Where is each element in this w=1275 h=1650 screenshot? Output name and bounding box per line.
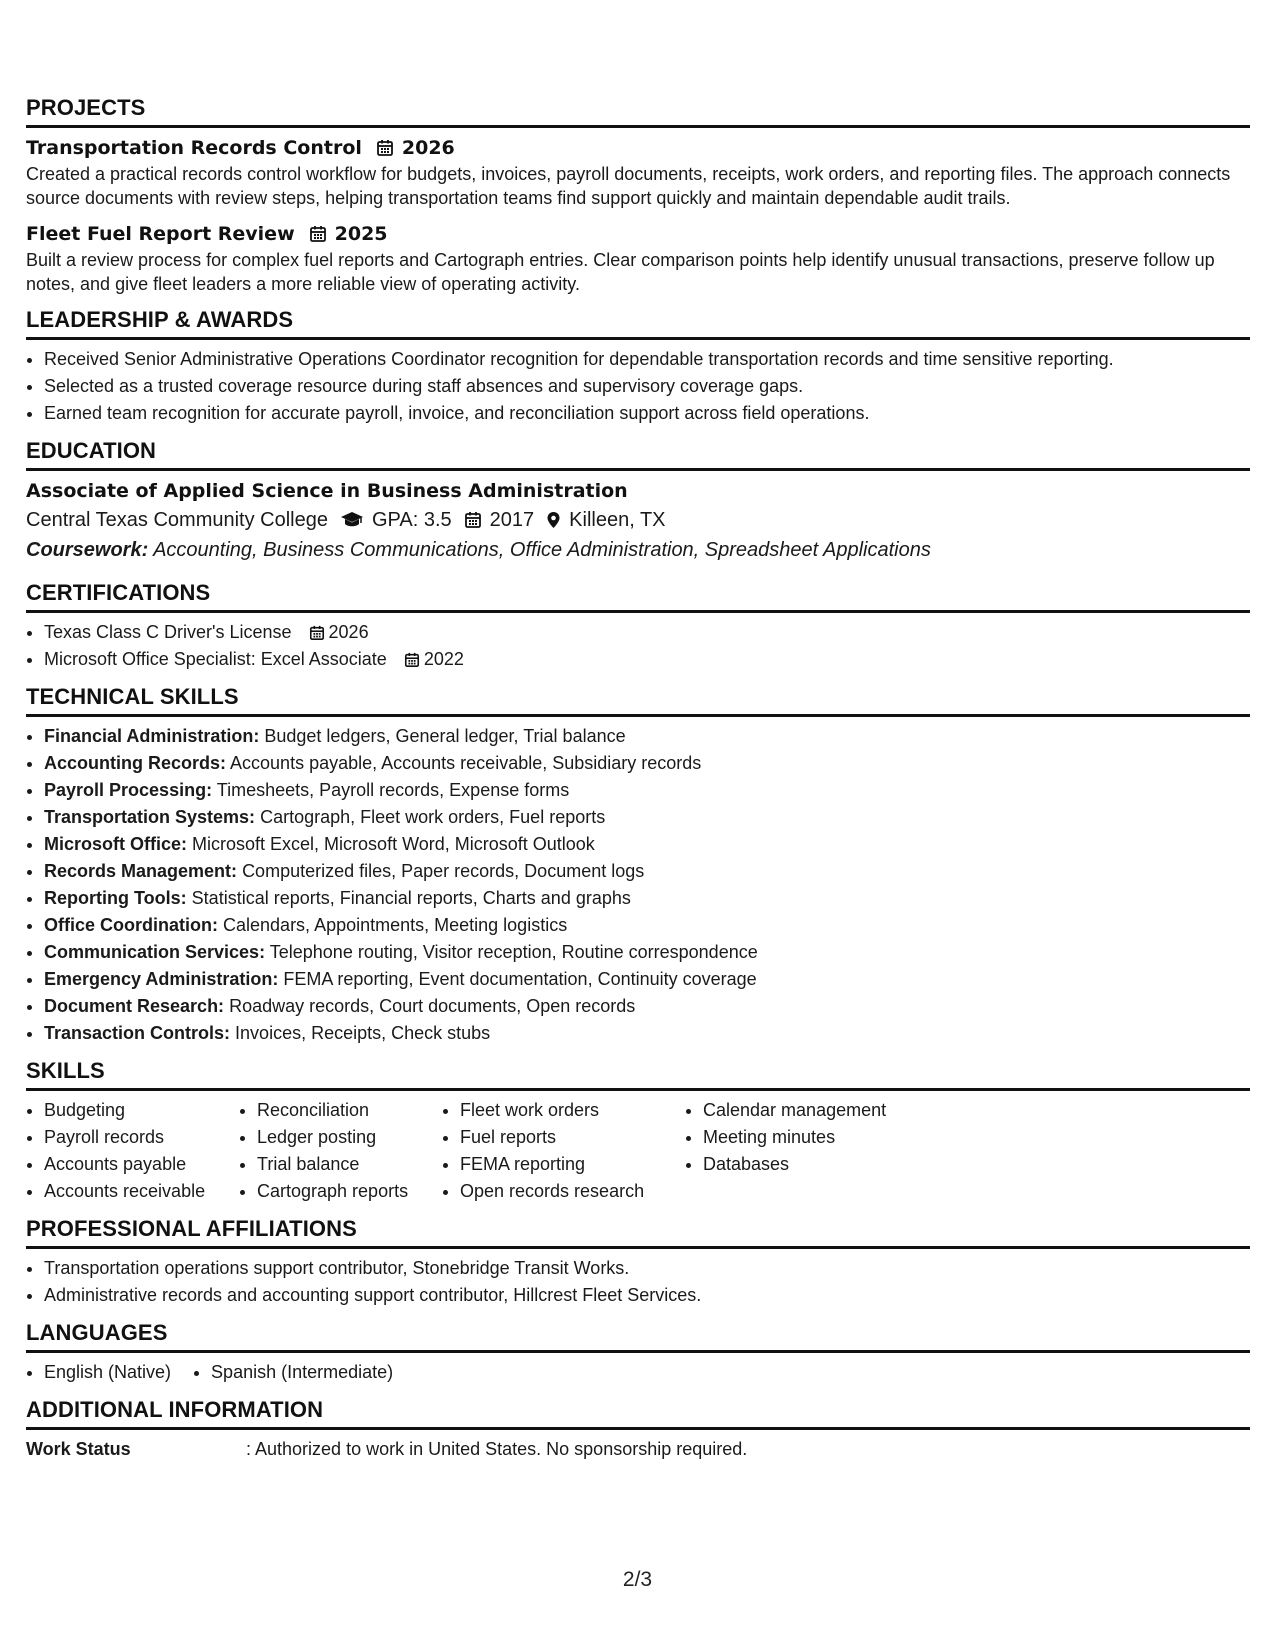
section-title: SKILLS xyxy=(26,1057,1250,1091)
technical-skill-item xyxy=(44,966,1250,993)
education-section xyxy=(26,437,1250,565)
certification-name: Texas Class C Driver's License xyxy=(44,622,292,642)
section-title: EDUCATION xyxy=(26,437,1250,471)
skill-item: • Databases xyxy=(703,1151,963,1178)
project-year: 2025 xyxy=(334,223,388,245)
technical-skill-item xyxy=(44,723,1250,750)
technical-skill-item xyxy=(44,831,1250,858)
project-name: Transportation Records Control xyxy=(26,137,362,159)
list-item: • Selected as a trusted coverage resource during staff absences and supervisory coverage gaps. xyxy=(44,373,1250,400)
section-title: PROFESSIONAL AFFILIATIONS xyxy=(26,1215,1250,1249)
school-name: Central Texas Community College xyxy=(26,509,328,531)
graduation-year: 2017 xyxy=(489,509,535,531)
calendar-icon xyxy=(309,225,327,243)
language-item: • Spanish (Intermediate) xyxy=(211,1359,393,1386)
technical-skill-item xyxy=(44,777,1250,804)
section-title: CERTIFICATIONS xyxy=(26,579,1250,613)
technical-skill-item xyxy=(44,1020,1250,1047)
school-location: Killeen, TX xyxy=(569,509,666,531)
skill-item: • FEMA reporting xyxy=(460,1151,685,1178)
skill-item: • Accounts payable xyxy=(44,1151,239,1178)
skill-values: Budget ledgers, General ledger, Trial balance xyxy=(264,726,626,746)
projects-section xyxy=(26,94,1250,296)
technical-skill-item xyxy=(44,993,1250,1020)
skill-item: • Reconciliation xyxy=(257,1097,442,1124)
graduation-cap-icon xyxy=(340,511,364,529)
skill-item: • Meeting minutes xyxy=(703,1124,963,1151)
skill-category: Financial Administration: xyxy=(44,726,260,746)
list-item: • Received Senior Administrative Operations Coordinator recognition for dependable transportation records and time sensitive reporting. xyxy=(44,346,1250,373)
skills-section xyxy=(26,1057,1250,1205)
skills-column xyxy=(26,1097,239,1205)
skill-category: Emergency Administration: xyxy=(44,969,279,989)
skill-item: • Budgeting xyxy=(44,1097,239,1124)
skills-column xyxy=(442,1097,685,1205)
skill-item: • Fuel reports xyxy=(460,1124,685,1151)
coursework-list: Accounting, Business Communications, Office Administration, Spreadsheet Applications xyxy=(153,539,931,561)
skill-values: Computerized files, Paper records, Document logs xyxy=(242,861,645,881)
skill-values: Statistical reports, Financial reports, Charts and graphs xyxy=(191,888,631,908)
list-item: • Administrative records and accounting support contributor, Hillcrest Fleet Services. xyxy=(44,1282,1250,1309)
skill-item: • Cartograph reports xyxy=(257,1178,442,1205)
project-year: 2026 xyxy=(401,137,455,159)
list-item: • Earned team recognition for accurate payroll, invoice, and reconciliation support across field operations. xyxy=(44,400,1250,427)
degree: Associate of Applied Science in Business Administration xyxy=(26,480,628,502)
coursework-label: Coursework: xyxy=(26,539,149,561)
skill-values: Cartograph, Fleet work orders, Fuel reports xyxy=(260,807,606,827)
section-title: PROJECTS xyxy=(26,94,1250,128)
skill-values: Accounts payable, Accounts receivable, Subsidiary records xyxy=(230,753,702,773)
skill-category: Payroll Processing: xyxy=(44,780,213,800)
skill-item: • Fleet work orders xyxy=(460,1097,685,1124)
skills-column xyxy=(239,1097,442,1205)
skill-item: • Open records research xyxy=(460,1178,685,1205)
education-details xyxy=(26,505,1250,535)
skill-category: Transaction Controls: xyxy=(44,1023,231,1043)
skill-category: Reporting Tools: xyxy=(44,888,187,908)
calendar-icon xyxy=(404,652,420,668)
project-name: Fleet Fuel Report Review xyxy=(26,223,295,245)
skills-columns xyxy=(26,1097,1250,1205)
technical-skill-item xyxy=(44,804,1250,831)
certification-year: 2026 xyxy=(328,622,369,642)
skill-item: • Trial balance xyxy=(257,1151,442,1178)
coursework xyxy=(26,535,1250,565)
work-status-value: : Authorized to work in United States. No sponsorship required. xyxy=(246,1439,748,1459)
skill-item: • Payroll records xyxy=(44,1124,239,1151)
section-title: ADDITIONAL INFORMATION xyxy=(26,1396,1250,1430)
skill-category: Records Management: xyxy=(44,861,238,881)
skill-category: Office Coordination: xyxy=(44,915,218,935)
project-item xyxy=(26,220,1250,296)
languages-section xyxy=(26,1319,1250,1386)
languages-list xyxy=(26,1359,1250,1386)
skill-category: Communication Services: xyxy=(44,942,266,962)
skills-column xyxy=(685,1097,963,1205)
calendar-icon xyxy=(309,625,325,641)
section-title: LEADERSHIP & AWARDS xyxy=(26,306,1250,340)
skill-item: • Calendar management xyxy=(703,1097,963,1124)
calendar-icon xyxy=(464,511,482,529)
skill-category: Transportation Systems: xyxy=(44,807,256,827)
skill-category: Document Research: xyxy=(44,996,225,1016)
list-item: • Transportation operations support contributor, Stonebridge Transit Works. xyxy=(44,1255,1250,1282)
skill-values: Calendars, Appointments, Meeting logistics xyxy=(223,915,568,935)
affiliations-section xyxy=(26,1215,1250,1309)
technical-skill-item xyxy=(44,912,1250,939)
technical-skill-item xyxy=(44,939,1250,966)
skill-values: Microsoft Excel, Microsoft Word, Microsoft Outlook xyxy=(192,834,595,854)
skill-category: Microsoft Office: xyxy=(44,834,188,854)
certifications-section xyxy=(26,579,1250,673)
skill-item: • Ledger posting xyxy=(257,1124,442,1151)
gpa: GPA: 3.5 xyxy=(371,509,452,531)
skill-values: Telephone routing, Visitor reception, Routine correspondence xyxy=(269,942,758,962)
certification-item xyxy=(44,619,1250,646)
skill-values: Invoices, Receipts, Check stubs xyxy=(235,1023,491,1043)
work-status-row xyxy=(26,1436,1250,1463)
skill-item: • Accounts receivable xyxy=(44,1178,239,1205)
calendar-icon xyxy=(376,139,394,157)
project-description: Created a practical records control workflow for budgets, invoices, payroll documents, receipts, work orders, and reporting files. The approach connects source documents with review steps, helping transportation teams find support quickly and maintain dependable audit trails. xyxy=(26,164,1231,208)
certification-name: Microsoft Office Specialist: Excel Associate xyxy=(44,649,387,669)
certification-item xyxy=(44,646,1250,673)
skill-values: FEMA reporting, Event documentation, Continuity coverage xyxy=(283,969,757,989)
skill-values: Timesheets, Payroll records, Expense forms xyxy=(216,780,570,800)
technical-skill-item xyxy=(44,858,1250,885)
technical-skill-item xyxy=(44,750,1250,777)
page-number: 2/3 xyxy=(622,1568,653,1591)
section-title: LANGUAGES xyxy=(26,1319,1250,1353)
technical-skill-item xyxy=(44,885,1250,912)
resume-page xyxy=(26,94,1250,1473)
certification-year: 2022 xyxy=(423,649,464,669)
leadership-section xyxy=(26,306,1250,427)
location-pin-icon xyxy=(546,511,561,529)
skill-category: Accounting Records: xyxy=(44,753,227,773)
project-item xyxy=(26,134,1250,210)
technical-skills-section xyxy=(26,683,1250,1047)
skill-values: Roadway records, Court documents, Open records xyxy=(229,996,636,1016)
section-title: TECHNICAL SKILLS xyxy=(26,683,1250,717)
work-status-label: Work Status xyxy=(26,1439,131,1459)
additional-info-section xyxy=(26,1396,1250,1463)
project-description: Built a review process for complex fuel reports and Cartograph entries. Clear comparison points help identify unusual transactions, preserve follow up notes, and give fleet leaders a more reliable view of operating activity. xyxy=(26,250,1215,294)
language-item: • English (Native) xyxy=(44,1359,171,1386)
